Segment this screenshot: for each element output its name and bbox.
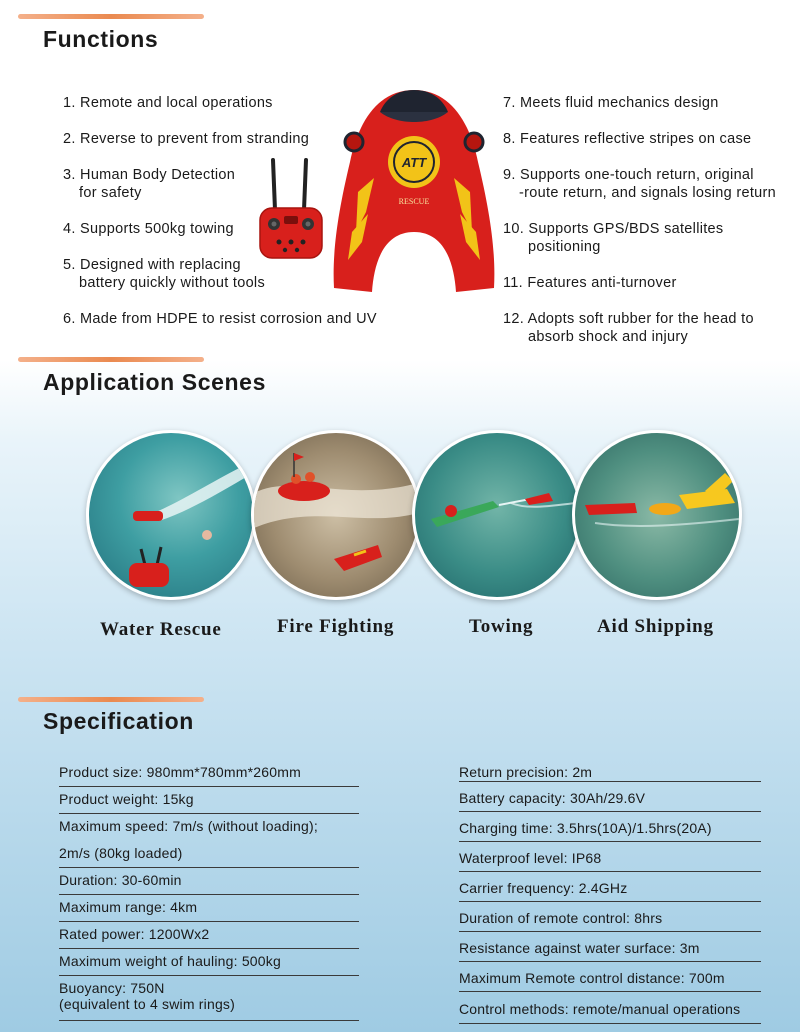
function-text-cont: positioning — [528, 239, 601, 255]
scene-photo — [412, 430, 582, 600]
scene-water-rescue — [86, 430, 254, 606]
scene-aid-shipping — [572, 430, 740, 606]
function-text: Features anti-turnover — [527, 275, 677, 291]
function-num: 12. — [503, 311, 525, 327]
spec-row — [59, 841, 359, 868]
scene-towing — [412, 430, 580, 606]
spec-accent-bar — [18, 697, 204, 702]
spec-row — [59, 976, 359, 1021]
function-text-cont: -route return, and signals losing return — [519, 185, 777, 201]
function-text: Remote and local operations — [80, 95, 273, 111]
function-num: 11. — [503, 275, 523, 291]
function-text-cont: battery quickly without tools — [79, 275, 266, 291]
scene-label-water-rescue: Water Rescue — [100, 619, 222, 640]
spec-left-column — [59, 760, 359, 1021]
scenes-title: Application Scenes — [43, 369, 266, 395]
spec-text: Charging time: 3.5hrs(10A)/1.5hrs(20A) — [459, 820, 712, 836]
spec-row — [59, 868, 359, 895]
spec-text: Duration: 30-60min — [59, 872, 182, 888]
spec-row — [59, 814, 359, 841]
function-item-6 — [63, 310, 377, 328]
spec-right-column — [459, 760, 761, 1024]
function-num: 1. — [63, 95, 76, 111]
function-text-cont: absorb shock and injury — [528, 329, 689, 345]
function-item-1 — [63, 94, 273, 112]
function-item-8 — [503, 130, 751, 148]
function-num: 7. — [503, 95, 516, 111]
scene-label-fire-fighting: Fire Fighting — [277, 616, 395, 637]
function-num: 2. — [63, 131, 76, 147]
scene-photo — [86, 430, 256, 600]
function-text: Supports GPS/BDS satellites — [528, 221, 724, 237]
spec-text: Product size: 980mm*780mm*260mm — [59, 764, 301, 780]
function-num: 8. — [503, 131, 516, 147]
function-text: Meets fluid mechanics design — [520, 95, 719, 111]
spec-row — [59, 760, 359, 787]
function-item-4 — [63, 220, 234, 238]
spec-row — [59, 787, 359, 814]
spec-title: Specification — [43, 708, 194, 734]
spec-text: Maximum range: 4km — [59, 899, 198, 915]
rescue-buoy-image — [328, 82, 500, 296]
function-num: 6. — [63, 311, 76, 327]
scene-photo — [572, 430, 742, 600]
scene-label-towing: Towing — [469, 616, 534, 637]
spec-text: Duration of remote control: 8hrs — [459, 910, 663, 926]
spec-text: Resistance against water surface: 3m — [459, 940, 700, 956]
function-item-12 — [503, 310, 754, 346]
function-item-10 — [503, 220, 723, 256]
function-text: Supports 500kg towing — [80, 221, 234, 237]
scene-photo — [251, 430, 421, 600]
spec-text: Buoyancy: 750N — [59, 980, 165, 996]
scene-label-aid-shipping: Aid Shipping — [597, 616, 714, 637]
function-text: Reverse to prevent from stranding — [80, 131, 310, 147]
spec-row — [59, 949, 359, 976]
functions-accent-bar — [18, 14, 204, 19]
spec-row — [459, 962, 761, 992]
spec-row — [59, 895, 359, 922]
spec-row — [459, 782, 761, 812]
functions-title: Functions — [43, 26, 159, 52]
function-num: 3. — [63, 167, 76, 183]
spec-text: Battery capacity: 30Ah/29.6V — [459, 790, 646, 806]
function-text: Supports one-touch return, original — [520, 167, 754, 183]
function-item-9 — [503, 166, 776, 202]
spec-row — [459, 812, 761, 842]
spec-text: Control methods: remote/manual operations — [459, 1001, 741, 1017]
function-num: 5. — [63, 257, 76, 273]
function-num: 9. — [503, 167, 516, 183]
spec-text: Maximum Remote control distance: 700m — [459, 970, 725, 986]
function-item-11 — [503, 274, 677, 292]
function-text: Made from HDPE to resist corrosion and UV — [80, 311, 377, 327]
function-text: Human Body Detection — [80, 167, 236, 183]
spec-row — [59, 922, 359, 949]
remote-controller-image — [256, 158, 326, 268]
function-item-7 — [503, 94, 719, 112]
spec-text: Maximum speed: 7m/s (without loading); — [59, 818, 318, 834]
function-item-2 — [63, 130, 309, 148]
function-text-cont: for safety — [79, 185, 142, 201]
scenes-accent-bar — [18, 357, 204, 362]
spec-text: Return precision: 2m — [459, 764, 593, 780]
scene-fire-fighting — [251, 430, 419, 606]
spec-row — [459, 992, 761, 1024]
spec-row — [459, 760, 761, 782]
function-num: 4. — [63, 221, 76, 237]
function-text: Designed with replacing — [80, 257, 241, 273]
spec-row — [459, 902, 761, 932]
function-num: 10. — [503, 221, 525, 237]
spec-text: Carrier frequency: 2.4GHz — [459, 880, 628, 896]
spec-row — [459, 842, 761, 872]
spec-text: Waterproof level: IP68 — [459, 850, 602, 866]
function-text: Features reflective stripes on case — [520, 131, 752, 147]
spec-row — [459, 872, 761, 902]
spec-row — [459, 932, 761, 962]
spec-text-cont: (equivalent to 4 swim rings) — [59, 996, 235, 1012]
function-item-5 — [63, 256, 265, 292]
spec-text: Product weight: 15kg — [59, 791, 194, 807]
spec-text: Maximum weight of hauling: 500kg — [59, 953, 281, 969]
product-label: RESCUE — [398, 197, 430, 206]
function-text: Adopts soft rubber for the head to — [527, 311, 754, 327]
spec-text: 2m/s (80kg loaded) — [59, 845, 183, 861]
spec-text: Rated power: 1200Wx2 — [59, 926, 210, 942]
product-logo: ATT — [401, 155, 427, 170]
function-item-3 — [63, 166, 235, 202]
